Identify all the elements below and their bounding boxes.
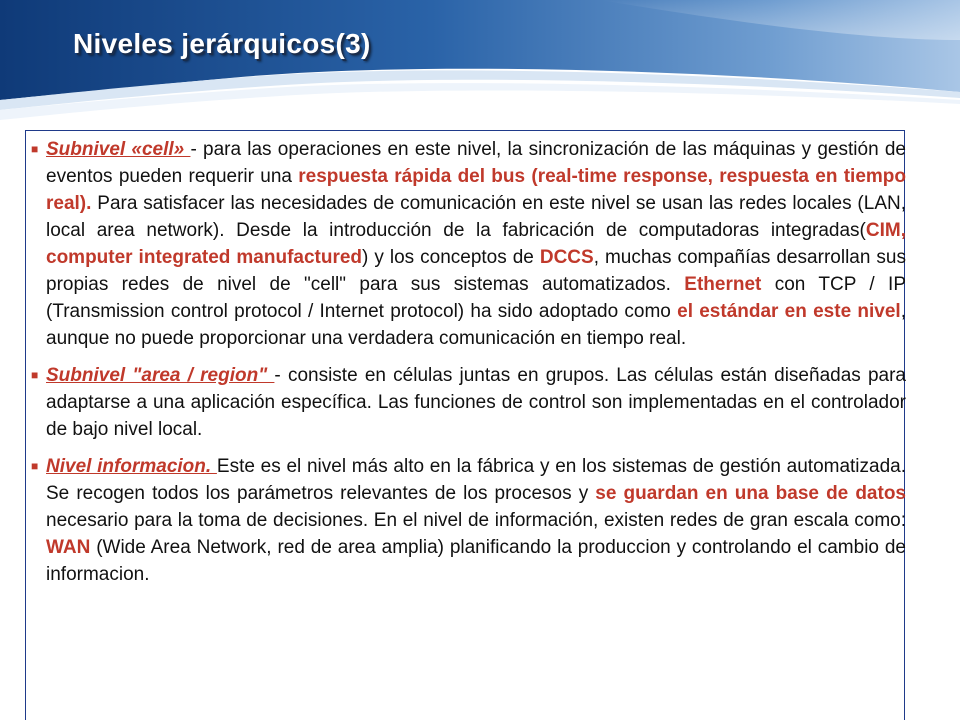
bullet-heading: Subnivel «cell» [46, 139, 191, 160]
bullet-heading: Nivel informacion. [46, 456, 217, 477]
bullet-text: ) y los conceptos de [362, 247, 540, 268]
bullet-text: Para satisfacer las necesidades de comunicación en este nivel se usan las redes locales (LAN, local area network). Desde la introducción de la fabricación de computadoras integradas( [46, 193, 906, 241]
highlighted-term: Ethernet [684, 274, 762, 295]
content-panel [25, 130, 905, 720]
bullet-text: con TCP / IP (Transmission control protocol / Internet protocol) ha sido adoptado como [46, 274, 906, 322]
bullet-text: Este es el nivel más alto en la fábrica y en los sistemas de gestión automatizada. Se recogen todos los parámetros relevantes de los procesos y [46, 456, 907, 504]
bullet-text: - para las operaciones en este nivel, la sincronización de las máquinas y gestión de eventos pueden requerir una [46, 139, 906, 187]
bullet-item [26, 453, 906, 588]
slide-title: Niveles jerárquicos(3) [73, 28, 371, 59]
bullet-text: (Wide Area Network, red de area amplia) planificando la produccion y controlando el cambio de informacion. [46, 537, 906, 585]
header-background [0, 0, 960, 130]
highlighted-term: WAN [46, 537, 91, 558]
bullet-text: necesario para la toma de decisiones. En el nivel de información, existen redes de gran escala como: [46, 510, 906, 531]
bullet-text: - consiste en células juntas en grupos. Las células están diseñadas para adaptarse a una aplicación específica. Las funciones de control son implementadas en el controlador de bajo nivel local. [46, 365, 906, 440]
bullet-text: , aunque no puede proporcionar una verdadera comunicación en tiempo real. [46, 301, 906, 349]
bullet-heading: Subnivel "area / region" [46, 365, 275, 386]
bullet-text: , muchas compañías desarrollan sus propias redes de nivel de "cell" para sus sistemas automatizados. [46, 247, 906, 295]
bullet-list [26, 136, 906, 598]
square-bullet-icon: ■ [31, 368, 39, 382]
highlighted-term: DCCS [539, 247, 594, 268]
square-bullet-icon: ■ [31, 142, 39, 156]
bullet-item [26, 362, 906, 443]
highlighted-term: el estándar en este nivel [677, 301, 901, 322]
bullet-item [26, 136, 906, 352]
highlighted-term: CIM, computer integrated manufactured [46, 220, 906, 268]
square-bullet-icon: ■ [31, 459, 39, 473]
highlighted-term: se guardan en una base de datos [595, 483, 906, 504]
highlighted-term: respuesta rápida del bus (real-time response, respuesta en tiempo real). [46, 166, 906, 214]
header-banner [0, 0, 960, 130]
